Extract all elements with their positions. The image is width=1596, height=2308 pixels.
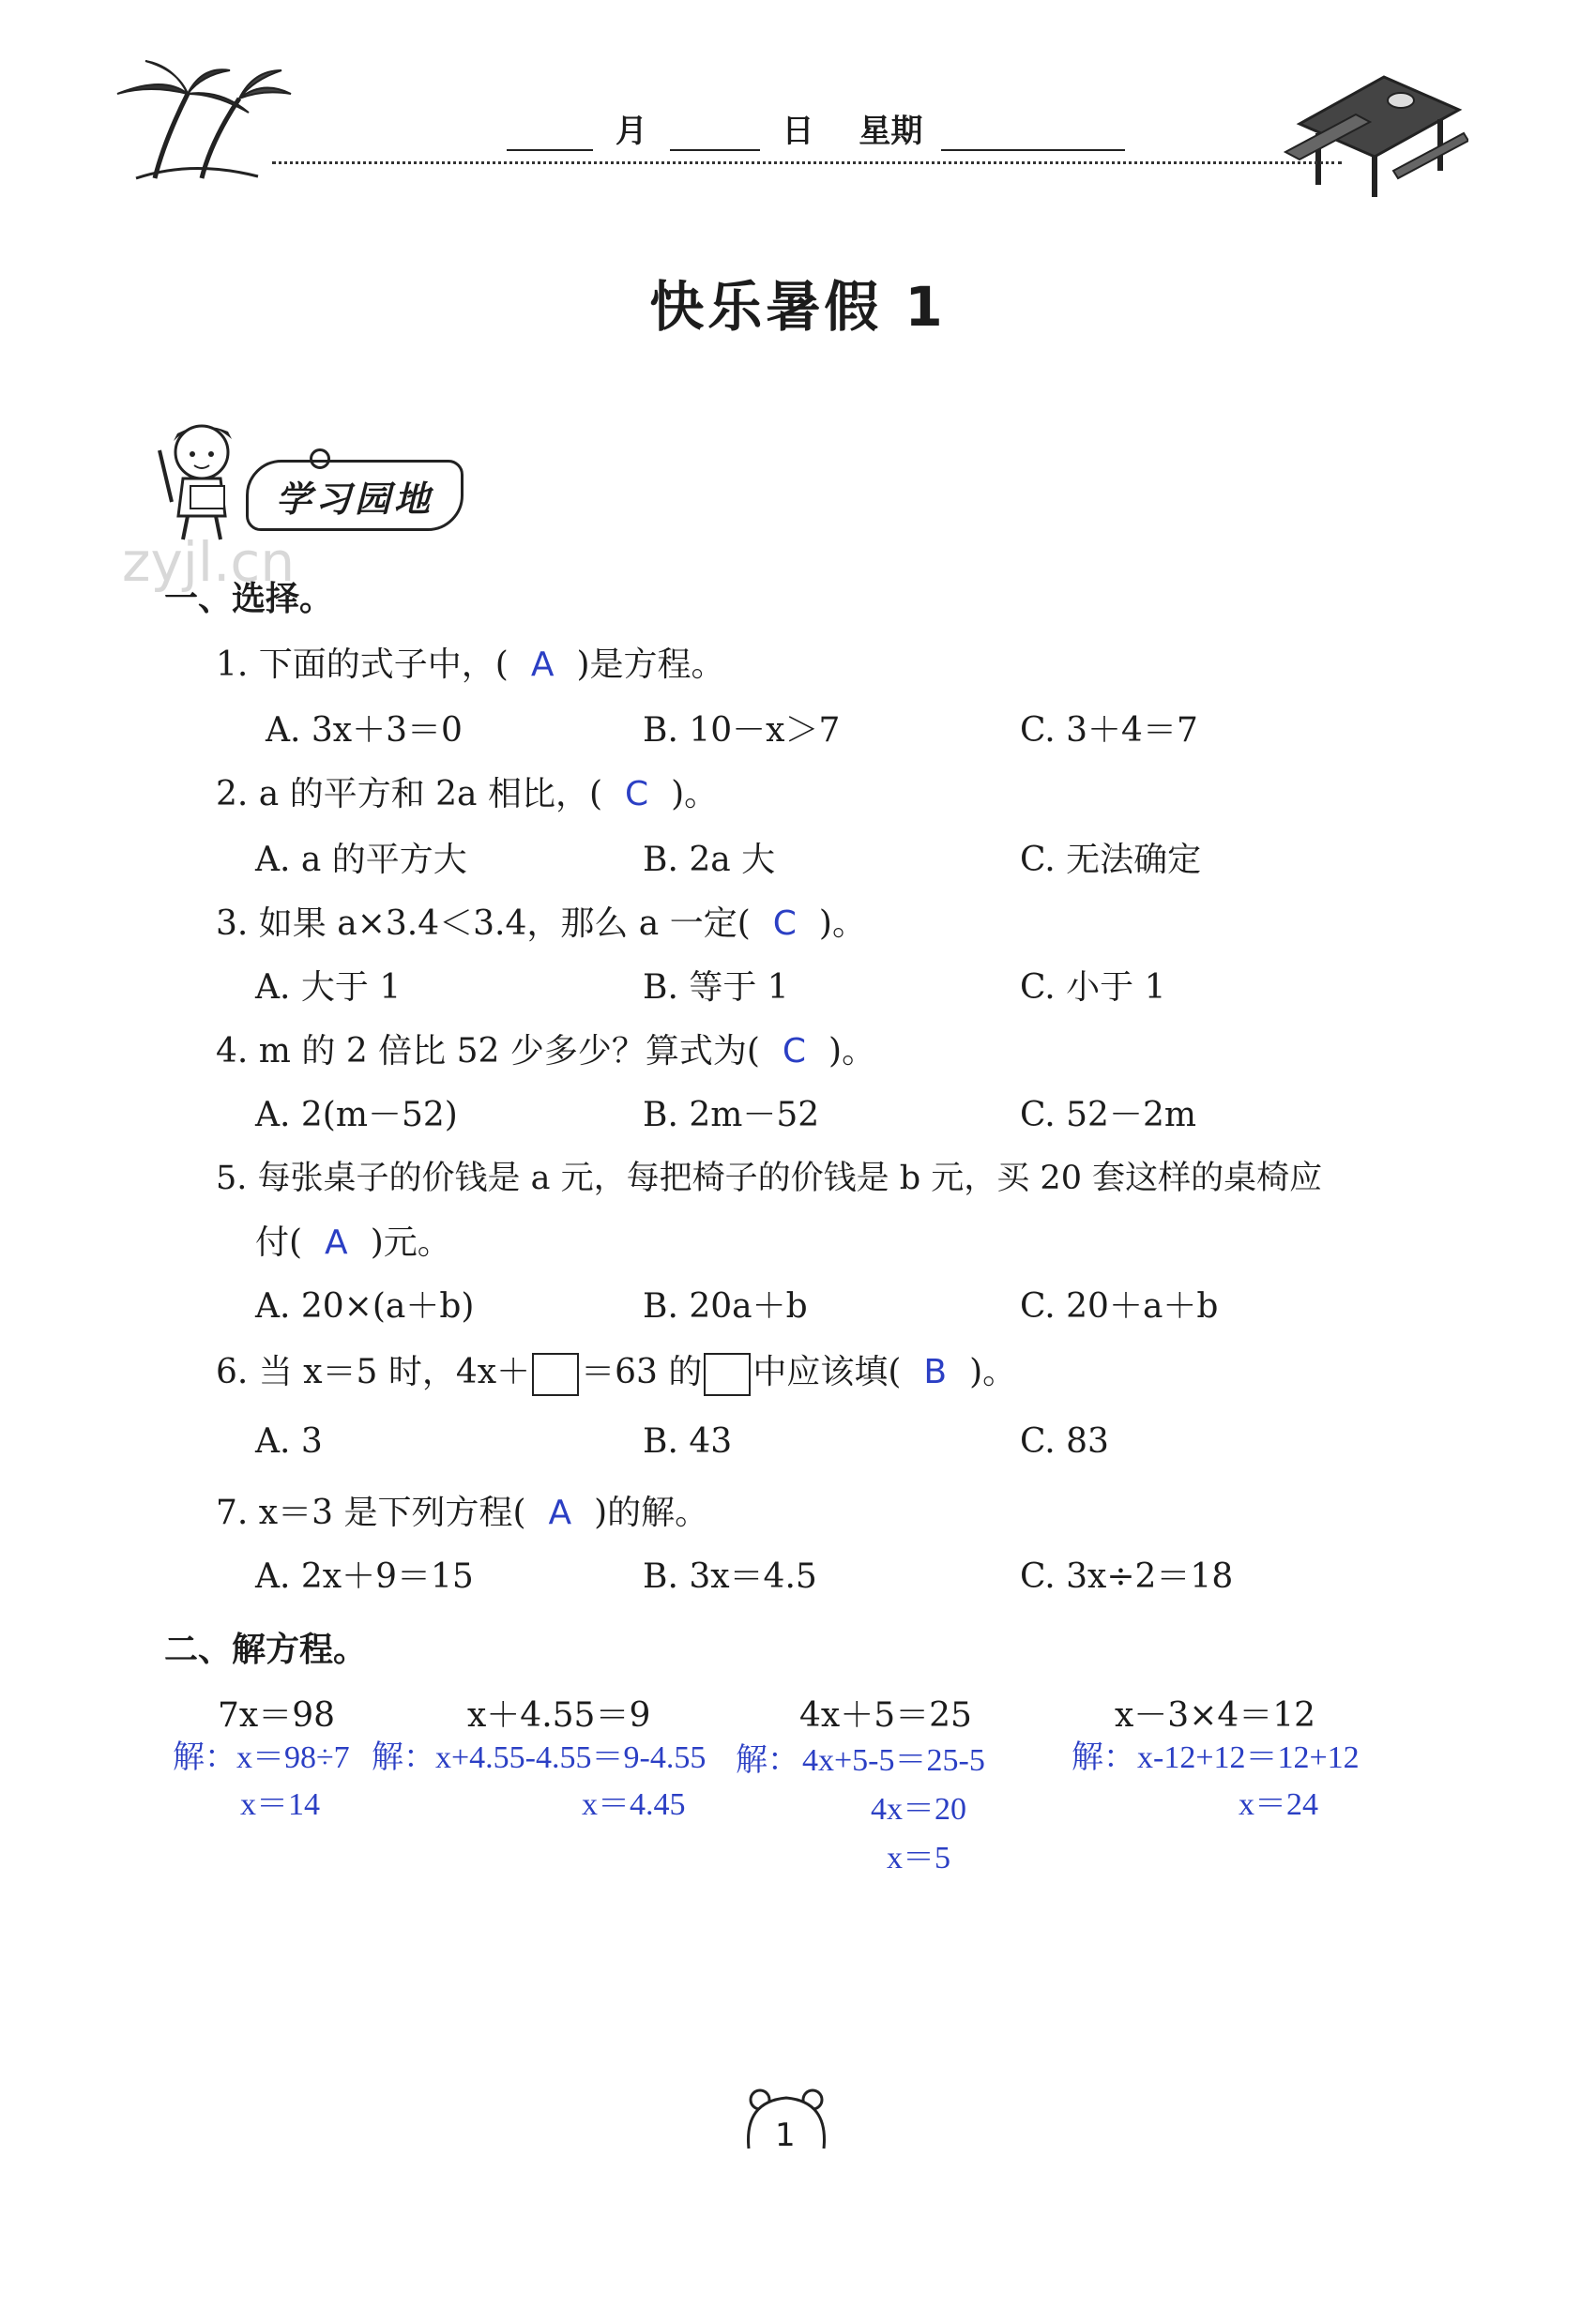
option-1c: C. 3＋4＝7 — [1020, 711, 1198, 750]
answer-1[interactable]: A — [530, 645, 555, 684]
option-4b: B. 2m－52 — [643, 1096, 820, 1134]
question-4: 4. m 的 2 倍比 52 少多少？算式为( C )。 — [216, 1032, 876, 1070]
month-label: 月 — [615, 113, 647, 150]
question-5: 5. 每张桌子的价钱是 a 元，每把椅子的价钱是 b 元，买 20 套这样的桌椅应 — [216, 1160, 1323, 1197]
equation-3: 4x＋5＝25 — [799, 1696, 972, 1735]
picnic-table-illustration — [1281, 58, 1468, 199]
weekday-label: 星期 — [859, 113, 923, 150]
solution-4-step1[interactable]: x-12+12＝12+12 — [1137, 1740, 1360, 1775]
page-number: 1 — [775, 2117, 796, 2154]
solution-3-step1[interactable]: 4x+5-5＝25-5 — [802, 1743, 985, 1778]
option-4a: A. 2(m－52) — [255, 1096, 458, 1134]
cartoon-kid-illustration — [145, 413, 263, 544]
option-3b: B. 等于 1 — [643, 968, 789, 1007]
option-2b: B. 2a 大 — [643, 841, 776, 879]
answer-7[interactable]: A — [548, 1494, 572, 1532]
option-6b: B. 43 — [643, 1422, 733, 1461]
solution-4-step2[interactable]: x＝24 — [1239, 1787, 1318, 1822]
question-3: 3. 如果 a×3.4＜3.4，那么 a 一定( C )。 — [216, 904, 866, 943]
month-blank[interactable] — [507, 121, 593, 151]
equation-1: 7x＝98 — [218, 1696, 336, 1735]
section1-heading: 一、选择。 — [164, 580, 334, 618]
palm-tree-illustration — [99, 56, 296, 183]
option-2c: C. 无法确定 — [1020, 841, 1202, 879]
equation-2: x＋4.55＝9 — [467, 1696, 651, 1735]
question-6: 6. 当 x＝5 时，4x＋ ＝63 的 中应该填( B )。 — [216, 1345, 1016, 1396]
option-2a: A. a 的平方大 — [255, 841, 467, 879]
solution-3-step3[interactable]: x＝5 — [887, 1841, 950, 1875]
solution-3-step2[interactable]: 4x＝20 — [871, 1792, 966, 1827]
page-title: 快乐暑假 1 — [649, 275, 947, 339]
answer-4[interactable]: C — [782, 1032, 807, 1070]
option-7c: C. 3x÷2＝18 — [1020, 1557, 1234, 1596]
watermark: zyjl.cn — [122, 530, 296, 594]
option-3c: C. 小于 1 — [1020, 968, 1166, 1007]
header-dotted-line — [272, 161, 1342, 164]
answer-3[interactable]: C — [772, 904, 797, 943]
date-line — [507, 105, 1125, 151]
option-5a: A. 20×(a＋b) — [255, 1287, 475, 1326]
equation-4: x－3×4＝12 — [1115, 1696, 1316, 1735]
question-7: 7. x＝3 是下列方程( A )的解。 — [216, 1494, 709, 1532]
option-1b: B. 10－x＞7 — [643, 711, 841, 750]
day-blank[interactable] — [670, 121, 760, 151]
solution-2-step2[interactable]: x＝4.45 — [582, 1787, 686, 1822]
question-2: 2. a 的平方和 2a 相比，( C )。 — [216, 775, 719, 813]
option-6c: C. 83 — [1020, 1422, 1109, 1461]
option-5c: C. 20＋a＋b — [1020, 1287, 1219, 1326]
option-7b: B. 3x＝4.5 — [643, 1557, 817, 1596]
option-5b: B. 20a＋b — [643, 1287, 808, 1326]
option-4c: C. 52－2m — [1020, 1096, 1196, 1134]
answer-6[interactable]: B — [923, 1353, 948, 1391]
option-3a: A. 大于 1 — [255, 968, 402, 1007]
answer-5[interactable]: A — [325, 1223, 348, 1262]
question-1: 1. 下面的式子中，( A )是方程。 — [216, 645, 725, 684]
weekday-blank[interactable] — [941, 121, 1125, 151]
blank-box — [532, 1353, 579, 1396]
solution-4-label[interactable]: 解： — [1072, 1740, 1135, 1775]
solution-1-step2[interactable]: x＝14 — [240, 1787, 320, 1822]
solution-3-label[interactable]: 解： — [736, 1743, 799, 1778]
section-badge: 学习园地 — [246, 460, 464, 531]
answer-2[interactable]: C — [625, 775, 649, 813]
option-1a: A. 3x＋3＝0 — [266, 711, 463, 750]
option-7a: A. 2x＋9＝15 — [255, 1557, 474, 1596]
blank-box — [704, 1353, 751, 1396]
solution-2-step1[interactable]: 解：x+4.55-4.55＝9-4.55 — [372, 1740, 707, 1775]
solution-1-step1[interactable]: 解：x＝98÷7 — [173, 1740, 350, 1775]
section2-heading: 二、解方程。 — [164, 1631, 368, 1669]
question-5-line2: 付( A )元。 — [255, 1223, 451, 1262]
option-6a: A. 3 — [255, 1422, 323, 1461]
day-label: 日 — [782, 113, 814, 150]
